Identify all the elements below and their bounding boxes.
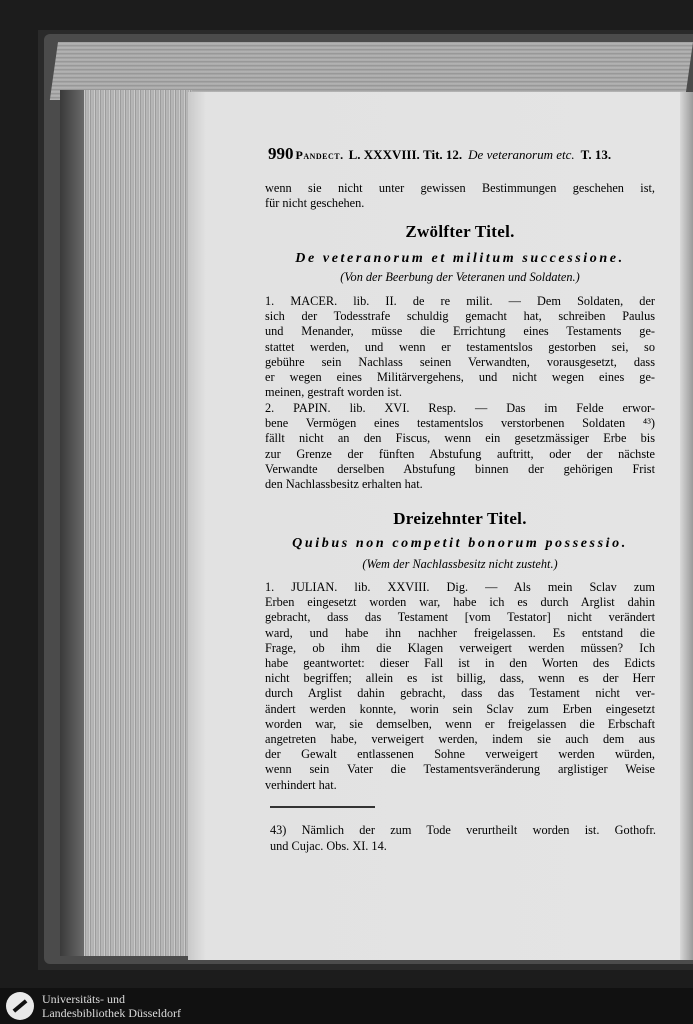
footnote <box>270 822 656 854</box>
book-spine-edge <box>60 90 84 956</box>
footnote-line: 43) Nämlich der zum Tode verurtheilt worden ist. Gothofr. <box>270 823 656 837</box>
text-line: bene Vermögen eines testamentslos verstorbenen Soldaten ⁴³) <box>265 416 655 431</box>
header-pandect: Pandect. <box>295 148 344 162</box>
text-line: wenn sie nicht unter gewissen Bestimmungen geschehen ist, <box>265 181 655 195</box>
text-line: er wegen eines Militärvergehens, und nicht wegen eines ge- <box>265 370 655 385</box>
text-line: den Nachlassbesitz erhalten hat. <box>265 477 423 492</box>
text-line: für nicht geschehen. <box>265 196 365 211</box>
text-line: fällt nicht an den Fiscus, wenn ein gesetzmässiger Erbe bis <box>265 431 655 446</box>
section-12-paragraph-2 <box>265 401 655 492</box>
text-line: stattet werden, und wenn er testamentslos gestorben sei, so <box>265 339 655 354</box>
section-13-paragraph-1 <box>265 580 655 793</box>
text-line: angetreten habe, verweigert werden, indem sie auch dem aus <box>265 732 655 747</box>
footnote-divider <box>270 806 375 808</box>
section-12-heading: Zwölfter Titel. <box>405 222 515 241</box>
footnote-line: und Cujac. Obs. XI. 14. <box>270 839 387 853</box>
library-logo-icon <box>6 992 34 1020</box>
text-line: meinen, gestraft worden ist. <box>265 385 402 400</box>
section-13-latin-title: Quibus non competit bonorum possessio. <box>292 536 628 551</box>
text-line: 1. MACER. lib. II. de re milit. — Dem Soldaten, der <box>265 294 655 308</box>
text-line: 2. PAPIN. lib. XVI. Resp. — Das im Felde erwor- <box>265 401 655 415</box>
text-line: ward, und habe ihn nachher freigelassen. Es entstand die <box>265 625 655 640</box>
library-name <box>42 992 181 1020</box>
page-number: 990 <box>268 144 294 163</box>
section-13-heading: Dreizehnter Titel. <box>393 509 527 528</box>
text-line: und Menander, müsse die Errichtung eines Testaments ge- <box>265 324 655 339</box>
text-line: sich der Todesstrafe schuldig gemacht hat, schreiben Paulus <box>265 309 655 324</box>
text-line: habe geantwortet: dieser Fall ist in den Worten des Edicts <box>265 656 655 671</box>
text-line: durch Arglist dahin gebracht, dass das Testament nicht ver- <box>265 686 655 701</box>
section-12-latin-title: De veteranorum et militum successione. <box>295 251 625 266</box>
text-line: Verwandte derselben Abstufung binnen der gehörigen Frist <box>265 461 655 476</box>
intro-paragraph <box>265 181 655 211</box>
section-12-paragraph-1 <box>265 294 655 400</box>
page-fold <box>680 92 693 960</box>
text-line: verhindert hat. <box>265 777 337 792</box>
text-line: gebühre sein Nachlass seinen Verwandten, vorausgesetzt, dass <box>265 354 655 369</box>
header-title-ref: Tit. 12. <box>423 147 463 162</box>
text-line: 1. JULIAN. lib. XXVIII. Dig. — Als mein Sclav zum <box>265 580 655 594</box>
text-line: gebracht, dass das Testament [vom Testator] nicht verändert <box>265 610 655 625</box>
header-tail: T. 13. <box>580 147 612 162</box>
running-header <box>268 144 660 164</box>
header-topic: De veteranorum etc. <box>468 147 575 162</box>
text-line: Erben eingesetzt worden war, habe ich es durch Arglist dahin <box>265 595 655 610</box>
library-name-line-2: Landesbibliothek Düsseldorf <box>42 1006 181 1020</box>
library-name-line-1: Universitäts- und <box>42 992 125 1006</box>
text-line: wenn sein Vater die Testamentsveränderung arglistiger Weise <box>265 762 655 777</box>
text-line: ändert werden konnte, worin sein Sclav zum Erben eingesetzt <box>265 701 655 716</box>
section-13-german-title: (Wem der Nachlassbesitz nicht zusteht.) <box>362 557 558 571</box>
section-12-german-title: (Von der Beerbung der Veteranen und Soldaten.) <box>340 270 580 284</box>
header-book: L. XXXVIII. <box>348 147 420 162</box>
text-line: Frage, ob ihm die Klagen verweigert werden müssen? Ich <box>265 640 655 655</box>
text-line: zur Grenze der fünften Abstufung auftritt, oder der nächste <box>265 446 655 461</box>
text-line: der Gewalt entlassenen Sohne verweigert werden würden, <box>265 747 655 762</box>
text-line: worden war, sie demselben, wenn er freigelassen die Erbschaft <box>265 716 655 731</box>
text-line: nicht begriffen; allein es ist billig, dass, wenn es der Herr <box>265 671 655 686</box>
